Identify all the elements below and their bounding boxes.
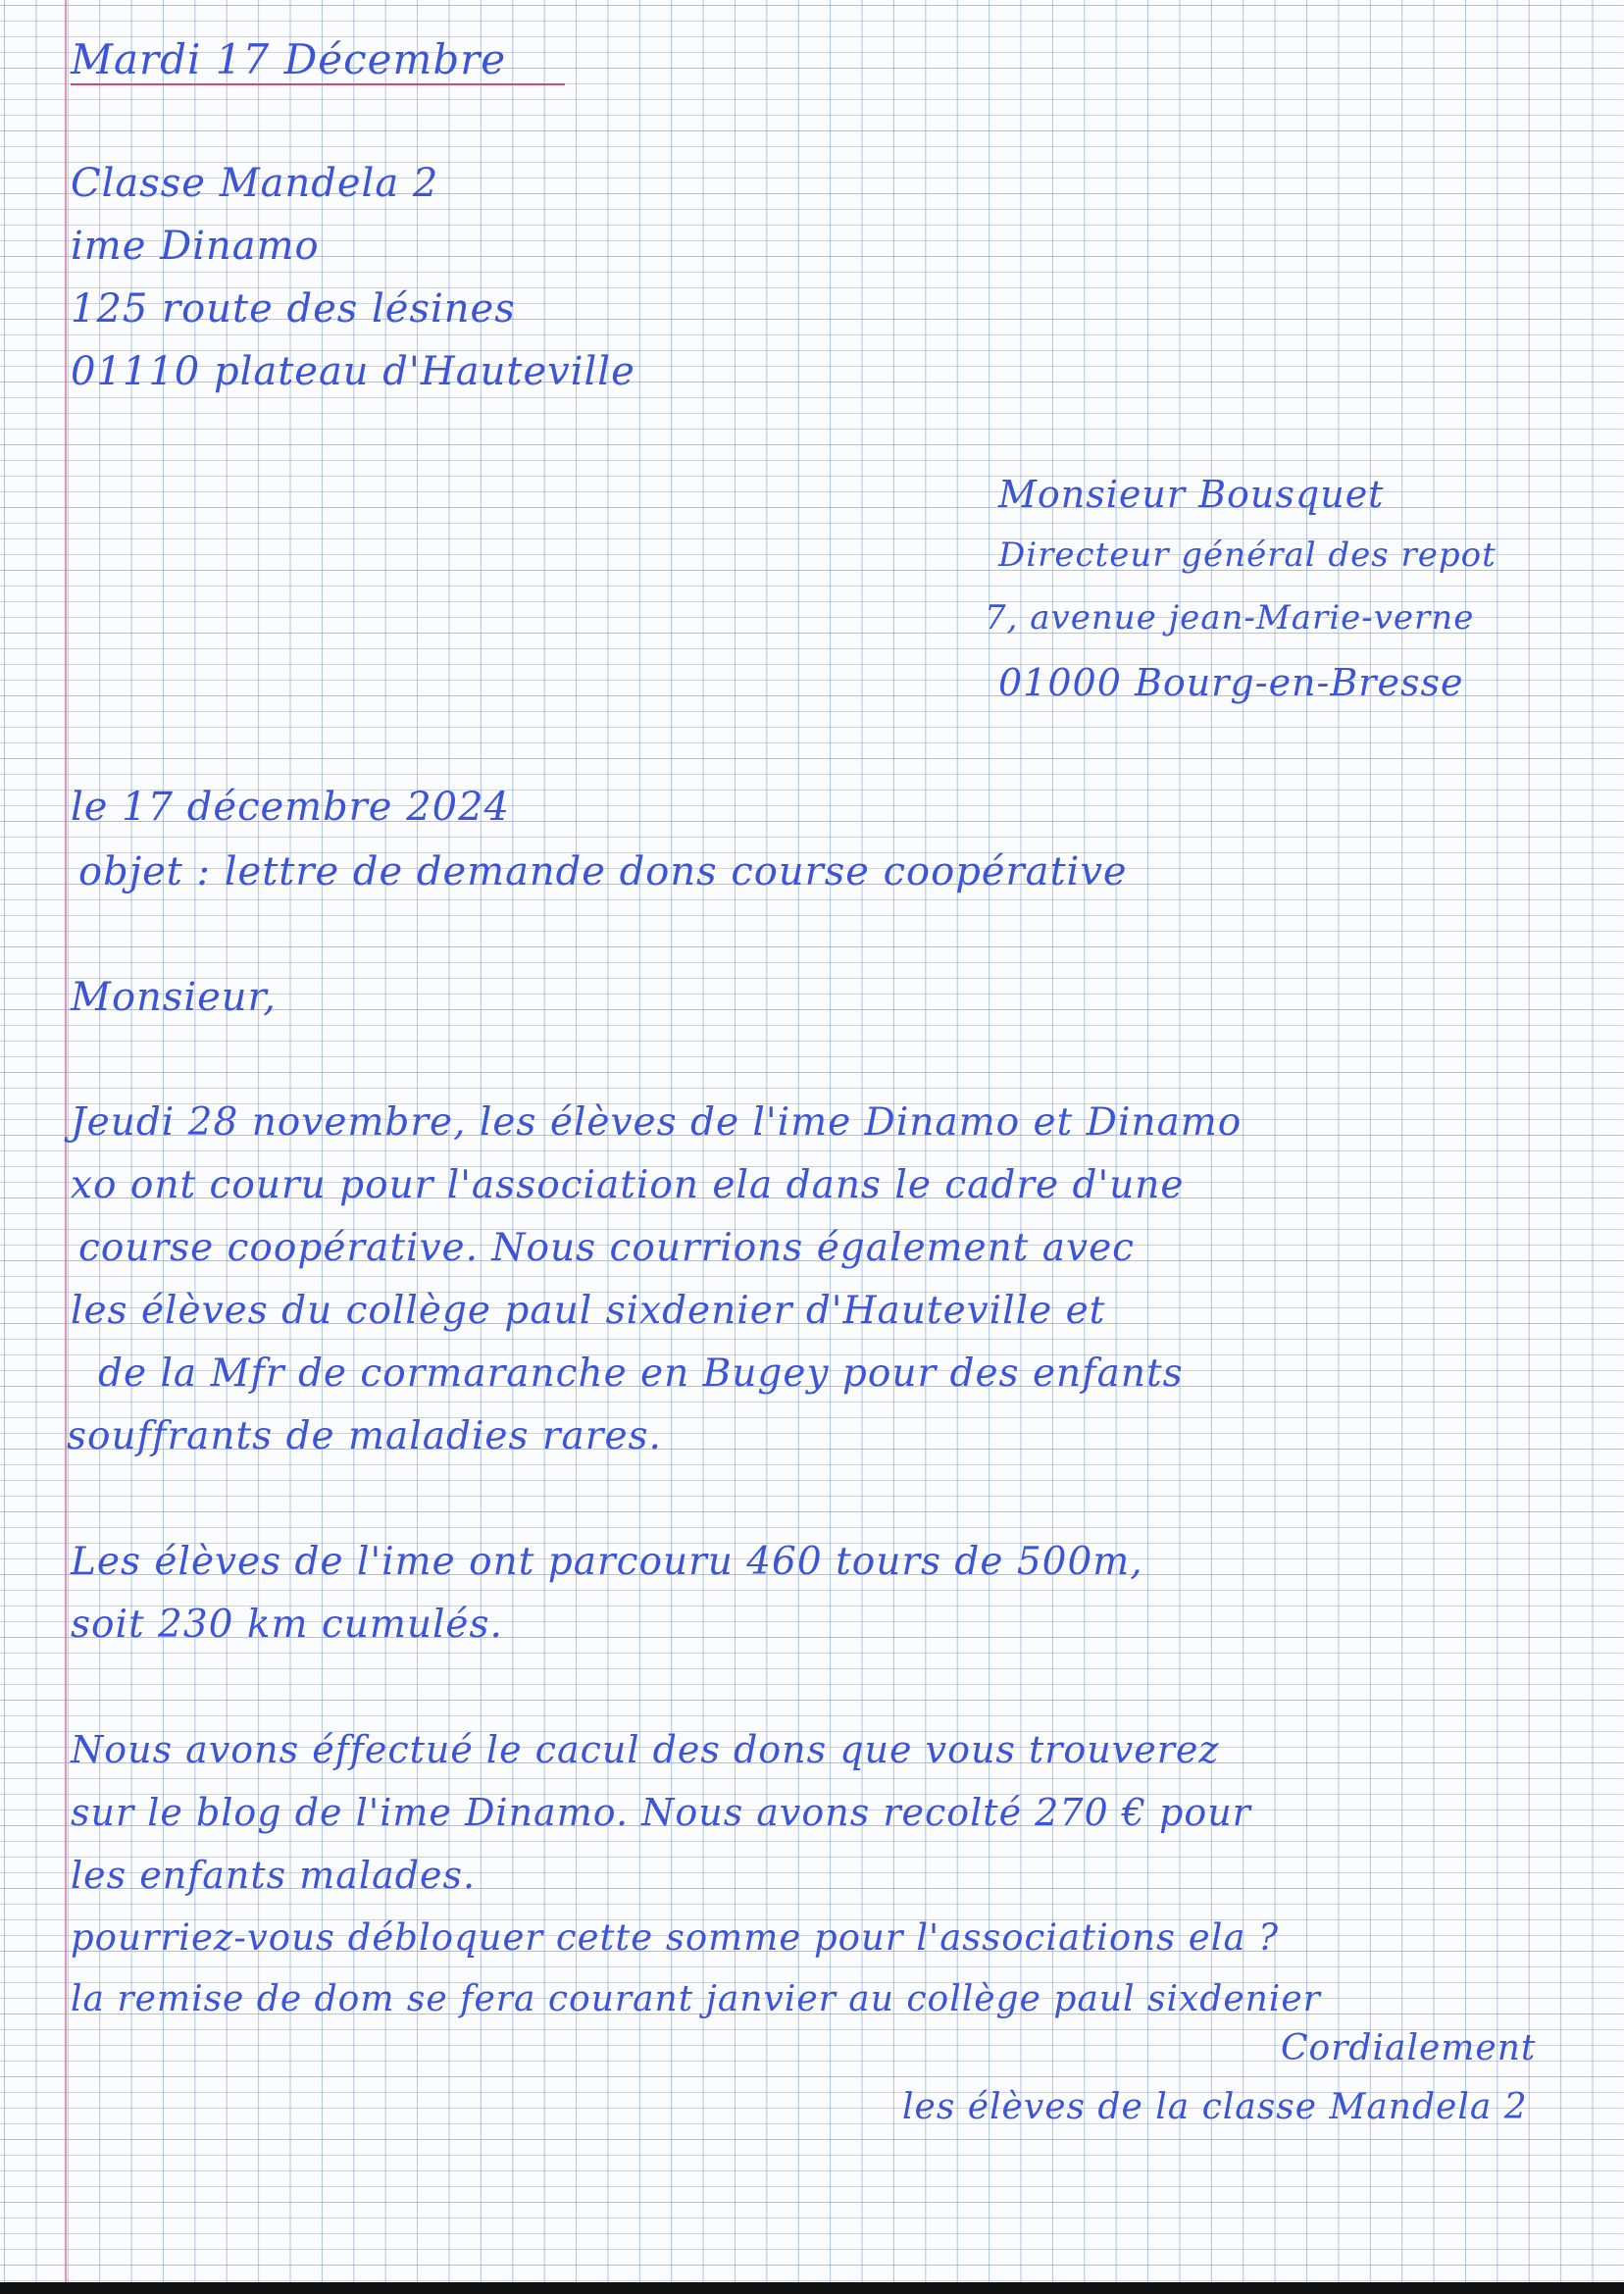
paragraph-1-line-1: Jeudi 28 novembre, les élèves de l'ime Dinamo et Dinamo <box>71 1100 1243 1145</box>
paragraph-3-line-3: les enfants malades. <box>71 1854 477 1897</box>
recipient-line-4: 01000 Bourg-en-Bresse <box>998 661 1464 704</box>
paragraph-1-line-3: course coopérative. Nous courrions également avec <box>78 1226 1136 1270</box>
subject-line: objet : lettre de demande dons course coopérative <box>78 849 1128 894</box>
paragraph-3-line-4: pourriez-vous débloquer cette somme pour l'associations ela ? <box>71 1916 1280 1959</box>
paragraph-3-line-2: sur le blog de l'ime Dinamo. Nous avons recolté 270 € pour <box>71 1791 1251 1834</box>
recipient-line-2: Directeur général des repot <box>998 535 1497 575</box>
paragraph-3-line-5: la remise de dom se fera courant janvier au collège paul sixdenier <box>71 1979 1321 2019</box>
recipient-line-1: Monsieur Bousquet <box>998 473 1385 516</box>
paragraph-3-line-1: Nous avons éffectué le cacul des dons que vous trouverez <box>71 1728 1220 1771</box>
sender-line-4: 01110 plateau d'Hauteville <box>71 349 635 394</box>
salutation: Monsieur, <box>71 975 277 1020</box>
paragraph-1-line-5: de la Mfr de cormaranche en Bugey pour des enfants <box>98 1351 1184 1396</box>
paragraph-2-line-2: soit 230 km cumulés. <box>71 1603 503 1647</box>
recipient-line-3: 7, avenue jean-Marie-verne <box>985 598 1475 637</box>
date-heading: Mardi 17 Décembre <box>71 35 565 85</box>
paragraph-1-line-2: xo ont couru pour l'association ela dans le cadre d'une <box>71 1163 1185 1207</box>
page-bottom-edge <box>0 2282 1624 2294</box>
sender-line-3: 125 route des lésines <box>71 286 516 331</box>
paragraph-1-line-6: souffrants de maladies rares. <box>67 1414 662 1458</box>
closing: Cordialement <box>1281 2028 1537 2068</box>
margin-line <box>65 0 67 2294</box>
sender-line-2: ime Dinamo <box>71 224 320 269</box>
signature: les élèves de la classe Mandela 2 <box>902 2087 1528 2127</box>
paragraph-2-line-1: Les élèves de l'ime ont parcouru 460 tours de 500m, <box>71 1540 1143 1584</box>
letter-date: le 17 décembre 2024 <box>71 785 510 830</box>
sender-line-1: Classe Mandela 2 <box>71 161 439 206</box>
paragraph-1-line-4: les élèves du collège paul sixdenier d'Hauteville et <box>71 1289 1106 1333</box>
